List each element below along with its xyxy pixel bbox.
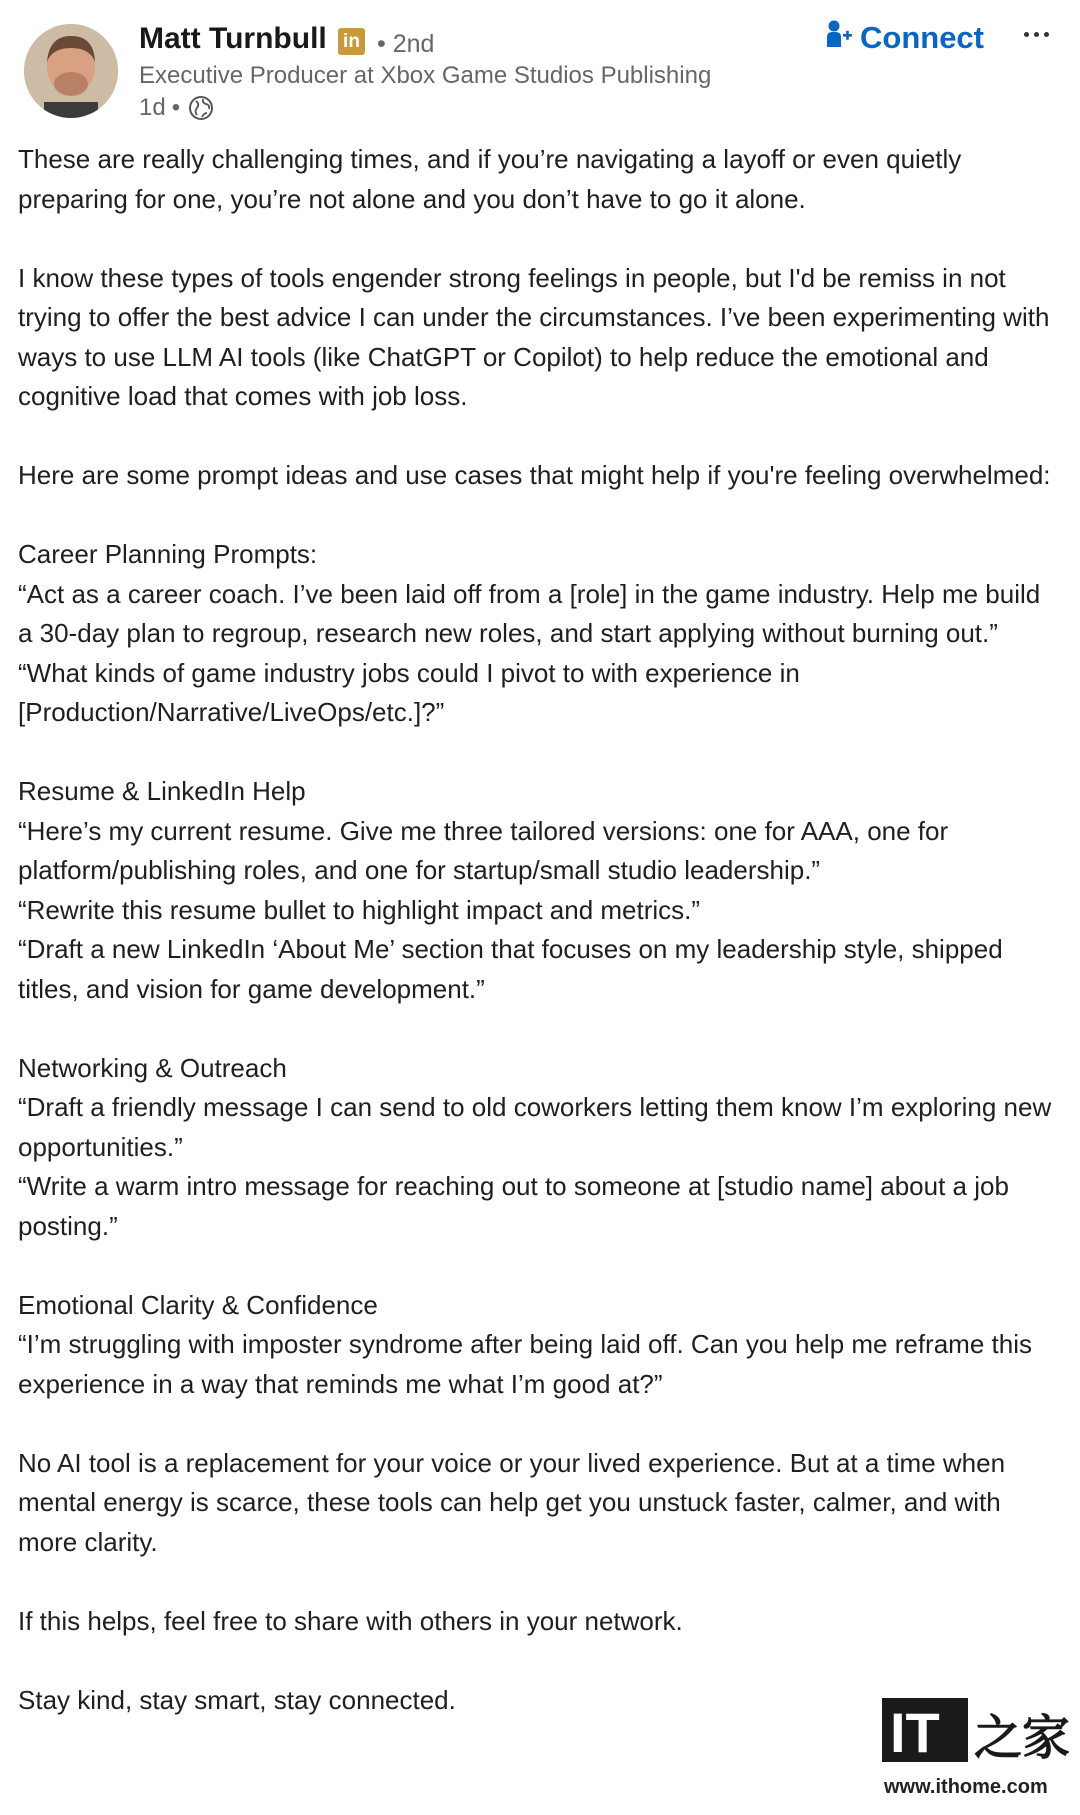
globe-icon bbox=[188, 95, 214, 121]
logo-suffix: 之家 bbox=[974, 1710, 1070, 1766]
section-emotional-clarity bbox=[18, 1286, 1058, 1405]
prompt-item: “What kinds of game industry jobs could I pivot to with experience in [Production/Narrative/LiveOps/etc.]?” bbox=[18, 657, 800, 727]
post-paragraph: Here are some prompt ideas and use cases that might help if you're feeling overwhelmed: bbox=[18, 460, 1051, 490]
linkedin-premium-badge: in bbox=[338, 28, 365, 55]
author-headline: Executive Producer at Xbox Game Studios Publishing bbox=[139, 62, 712, 89]
prompt-item: “Draft a new LinkedIn ‘About Me’ section that focuses on my leadership style, shipped titles, and vision for game development.” bbox=[18, 934, 1003, 1004]
post-paragraph: These are really challenging times, and if you’re navigating a layoff or even quietly preparing for one, you’re not alone and you don’t have to go it alone. bbox=[18, 144, 962, 214]
prompt-item: “Rewrite this resume bullet to highlight impact and metrics.” bbox=[18, 894, 701, 925]
connection-degree: • 2nd bbox=[377, 30, 435, 58]
section-heading: Emotional Clarity & Confidence bbox=[18, 1289, 378, 1320]
ithome-watermark bbox=[880, 1692, 1070, 1804]
post-time: 1d bbox=[139, 94, 166, 121]
prompt-item: “Draft a friendly message I can send to old coworkers letting them know I’m exploring new opportunities.” bbox=[18, 1092, 1052, 1162]
post-body bbox=[18, 140, 1058, 1720]
meta-separator: • bbox=[171, 94, 181, 121]
ellipsis-icon bbox=[1024, 32, 1029, 37]
post-paragraph: I know these types of tools engender strong feelings in people, but I'd be remiss in not trying to offer the best advice I can under the circumstances. I’ve been experimenting with ways to use LLM AI tools (like ChatGPT or Copilot) to help reduce the emotional and cognitive load that comes with job loss. bbox=[18, 262, 1050, 411]
prompt-item: “I’m struggling with imposter syndrome after being laid off. Can you help me reframe this experience in a way that reminds me what I’m good at?” bbox=[18, 1329, 1032, 1399]
prompt-item: “Write a warm intro message for reaching out to someone at [studio name] about a job posting.” bbox=[18, 1171, 1009, 1241]
prompt-item: “Act as a career coach. I’ve been laid off from a [role] in the game industry. Help me build a 30-day plan to regroup, research new roles, and start applying without burning out.” bbox=[18, 578, 1041, 648]
post-header bbox=[0, 0, 1080, 130]
avatar[interactable] bbox=[24, 24, 118, 118]
section-heading: Resume & LinkedIn Help bbox=[18, 776, 306, 806]
connect-label: Connect bbox=[860, 20, 984, 55]
section-heading: Networking & Outreach bbox=[18, 1052, 287, 1083]
author-name[interactable]: Matt Turnbull bbox=[139, 22, 327, 55]
section-resume-linkedin bbox=[18, 772, 1058, 1009]
post-paragraph: If this helps, feel free to share with others in your network. bbox=[18, 1605, 683, 1636]
ithome-logo bbox=[880, 1692, 1070, 1772]
section-heading: Career Planning Prompts: bbox=[18, 539, 318, 569]
connect-button[interactable] bbox=[826, 16, 984, 60]
post-meta bbox=[139, 94, 214, 122]
more-options-button[interactable] bbox=[1016, 14, 1056, 54]
add-person-icon bbox=[826, 19, 852, 57]
watermark-url: www.ithome.com bbox=[884, 1776, 1048, 1798]
post-paragraph: Stay kind, stay smart, stay connected. bbox=[18, 1684, 456, 1715]
section-networking bbox=[18, 1049, 1058, 1247]
prompt-item: “Here’s my current resume. Give me three tailored versions: one for AAA, one for platform/publishing roles, and one for startup/small studio leadership.” bbox=[18, 815, 949, 885]
logo-text: IT bbox=[890, 1701, 940, 1764]
post-paragraph: No AI tool is a replacement for your voice or your lived experience. But at a time when mental energy is scarce, these tools can help get you unstuck faster, calmer, and with more clarity. bbox=[18, 1447, 1006, 1557]
section-career-planning bbox=[18, 535, 1058, 733]
